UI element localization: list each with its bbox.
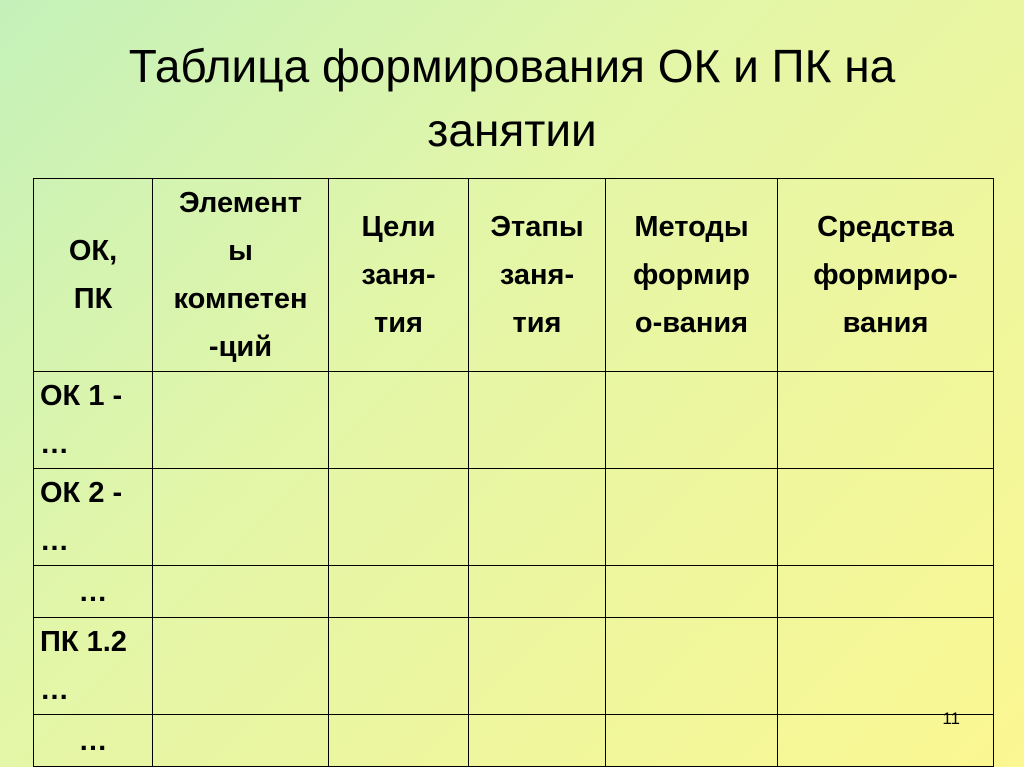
table-cell	[469, 566, 606, 618]
competency-table	[33, 178, 994, 767]
table-cell	[469, 372, 606, 469]
header-text: Средства	[817, 211, 954, 243]
slide-title	[30, 34, 994, 162]
row-label-cell	[34, 566, 153, 618]
table-cell	[329, 618, 469, 715]
header-text: вания	[842, 307, 929, 339]
slide-title-line-2: занятии	[427, 104, 597, 156]
header-text: ПК	[73, 283, 113, 315]
table-cell	[153, 715, 329, 767]
header-text: компетен	[173, 283, 308, 315]
row-label: ПК 1.2	[40, 626, 127, 658]
header-text: Цели	[361, 211, 436, 243]
row-label: ОК 1 -	[40, 380, 123, 412]
table-cell	[606, 469, 778, 566]
header-text: о-вания	[634, 307, 749, 339]
table-cell	[329, 566, 469, 618]
header-ok-pk	[34, 179, 153, 372]
table-cell	[153, 618, 329, 715]
row-label: ОК 2 -	[40, 477, 123, 509]
table-cell	[329, 469, 469, 566]
row-label-cell	[34, 372, 153, 469]
header-text: ы	[228, 235, 253, 267]
header-text: формиро-	[813, 259, 958, 291]
table-cell	[778, 372, 994, 469]
table-cell	[606, 715, 778, 767]
row-label: …	[40, 674, 69, 706]
header-competency-elements	[153, 179, 329, 372]
row-label: …	[40, 525, 69, 557]
table-cell	[469, 618, 606, 715]
table-row	[34, 618, 994, 715]
header-lesson-stages	[469, 179, 606, 372]
table-cell	[606, 566, 778, 618]
header-formation-means	[778, 179, 994, 372]
slide-number: 11	[942, 709, 960, 728]
header-formation-methods	[606, 179, 778, 372]
table-row	[34, 372, 994, 469]
header-text: Методы	[634, 211, 749, 243]
header-lesson-goals	[329, 179, 469, 372]
table-cell	[153, 372, 329, 469]
row-label-cell	[34, 469, 153, 566]
row-label: …	[78, 724, 108, 757]
header-text: Этапы	[490, 211, 584, 243]
table-row	[34, 469, 994, 566]
table-cell	[329, 715, 469, 767]
row-label-cell	[34, 618, 153, 715]
table-header-row	[34, 179, 994, 372]
header-text: ОК,	[68, 235, 118, 267]
row-label-cell	[34, 715, 153, 767]
table-cell	[778, 618, 994, 715]
table-cell	[778, 469, 994, 566]
table-cell	[153, 566, 329, 618]
header-text: заня-	[499, 259, 575, 291]
table-row	[34, 566, 994, 618]
table-cell	[469, 715, 606, 767]
slide-title-line-1: Таблица формирования ОК и ПК на	[128, 40, 896, 92]
table-cell	[606, 618, 778, 715]
row-label: …	[78, 575, 108, 608]
header-text: тия	[512, 307, 562, 339]
header-text: заня-	[361, 259, 436, 291]
table-cell	[329, 372, 469, 469]
header-text: формир	[632, 259, 751, 291]
table-cell	[606, 372, 778, 469]
row-label: …	[40, 428, 69, 460]
table-cell	[153, 469, 329, 566]
table-row	[34, 715, 994, 767]
table-cell	[778, 566, 994, 618]
table-cell	[778, 715, 994, 767]
table-cell	[469, 469, 606, 566]
header-text: тия	[374, 307, 423, 339]
header-text: -ций	[208, 331, 273, 363]
header-text: Элемент	[179, 187, 302, 219]
